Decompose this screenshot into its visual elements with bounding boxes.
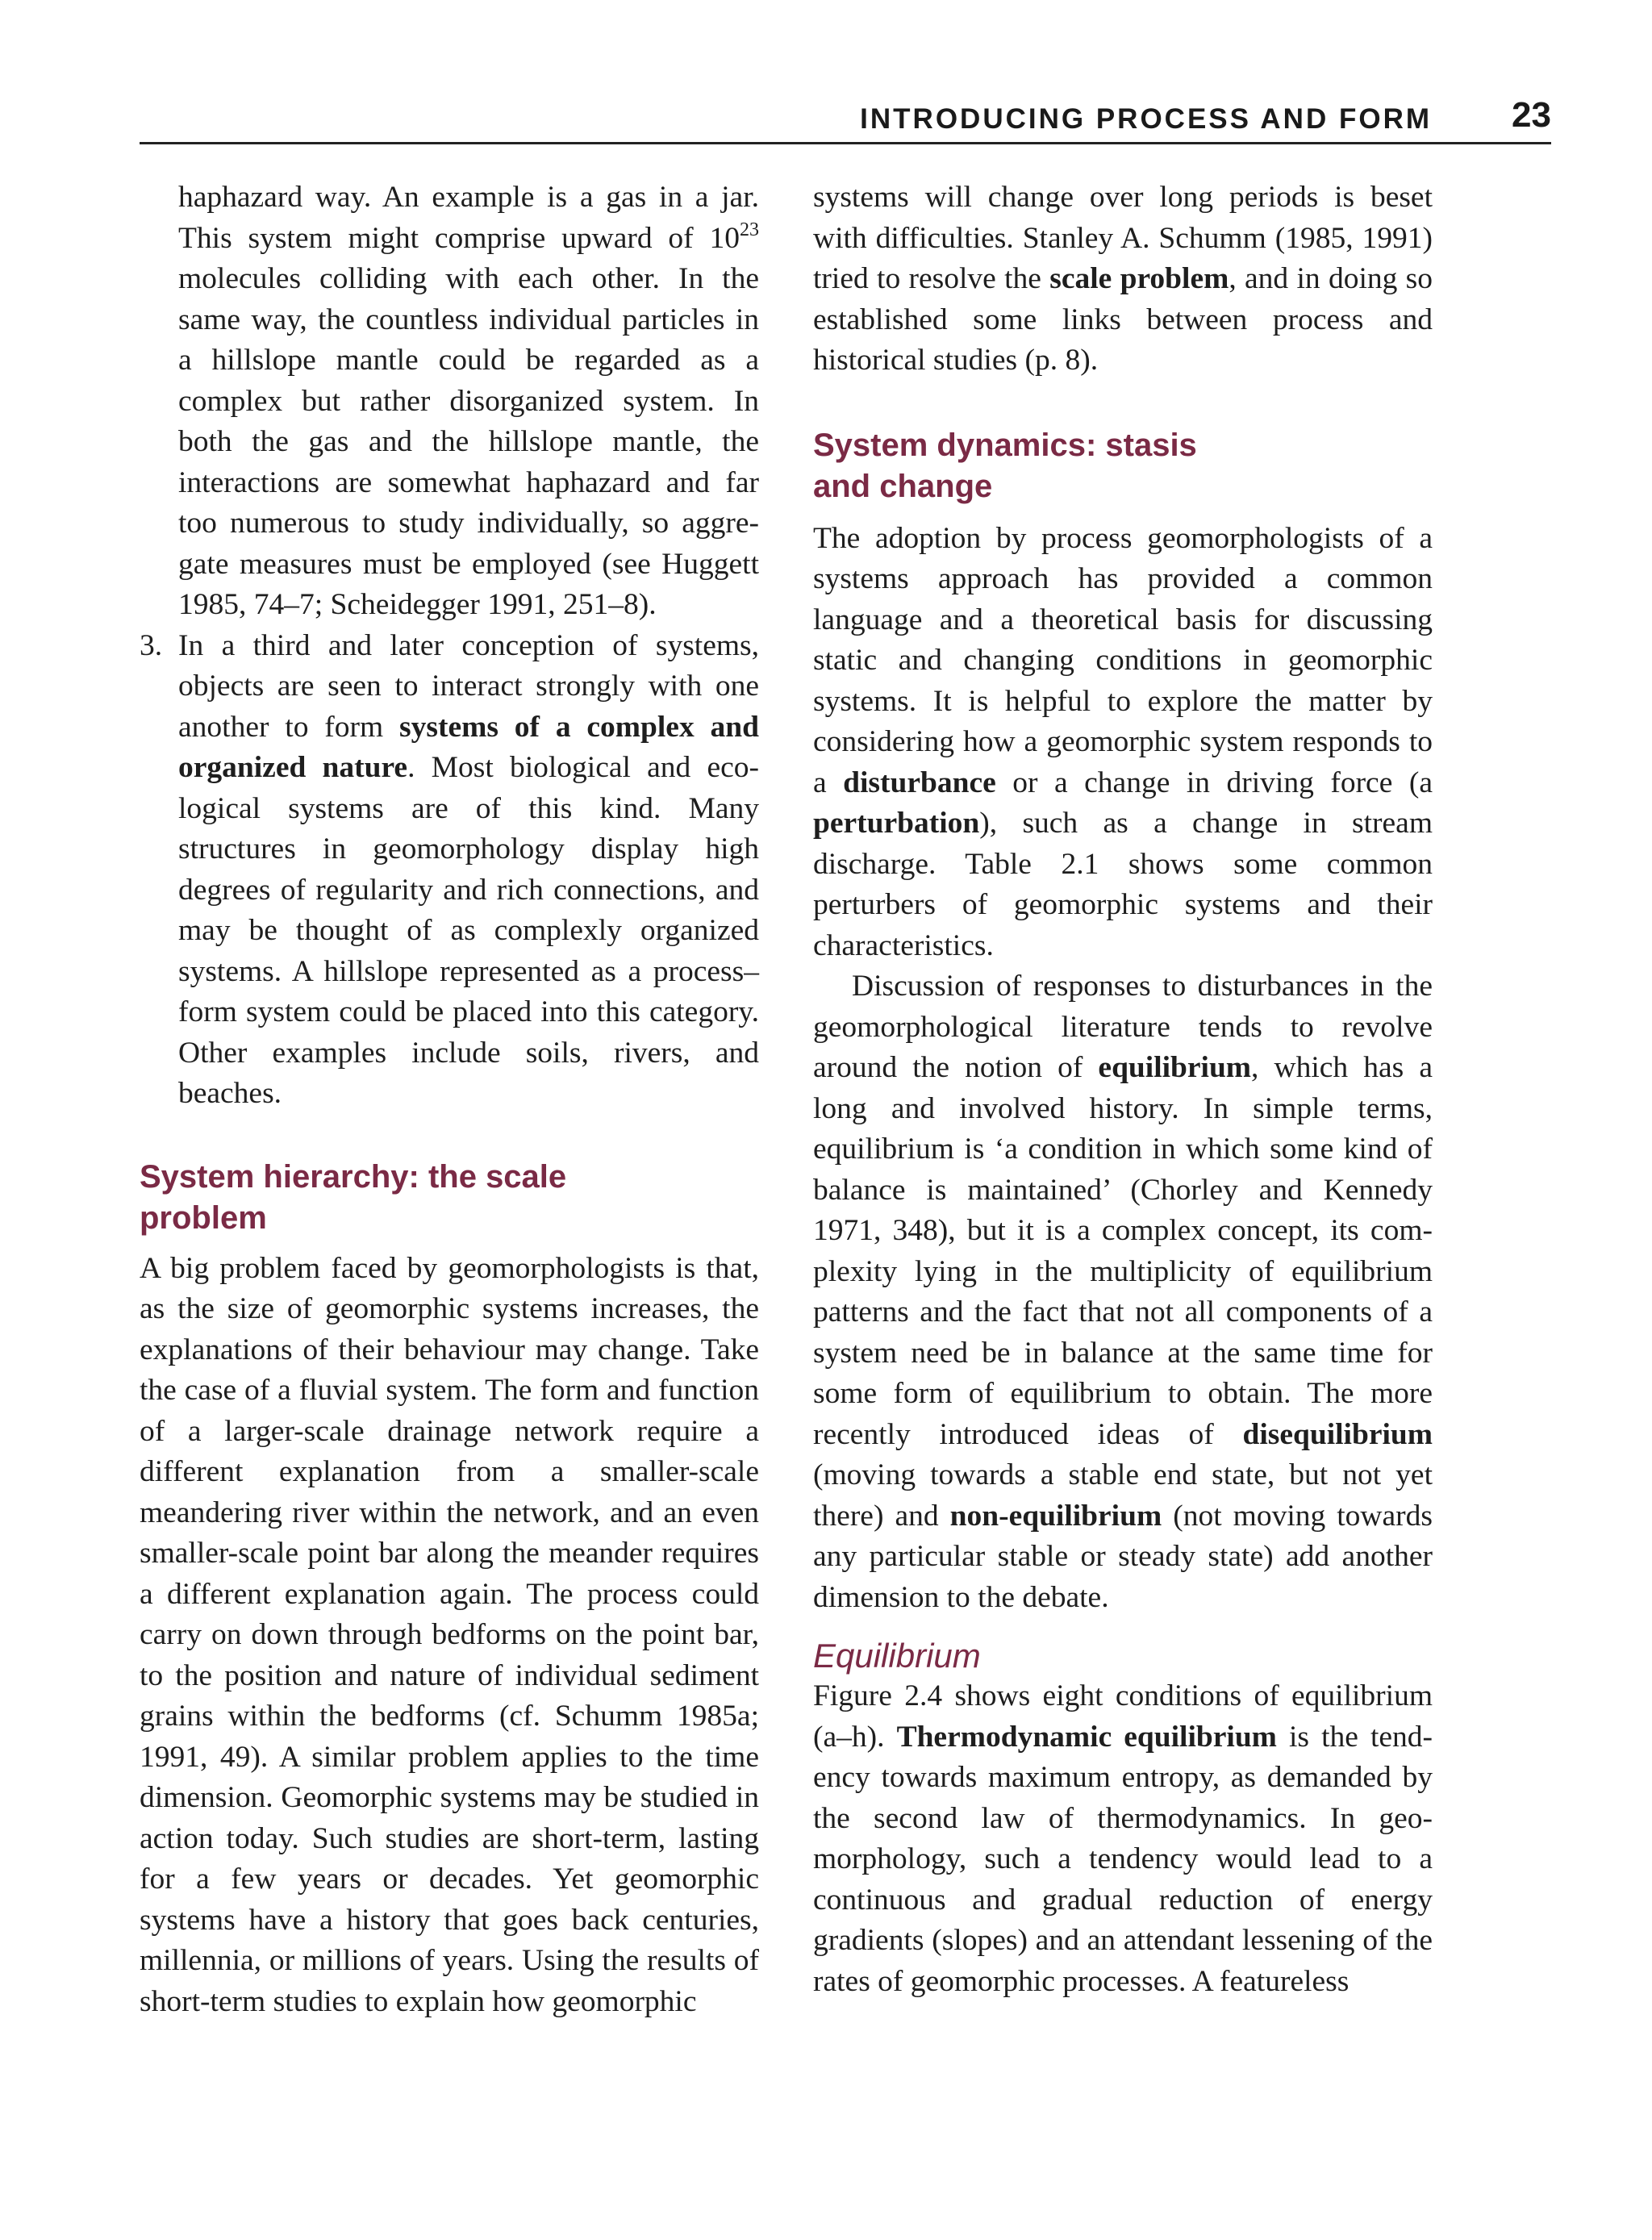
text-run: haphazard way. An example is a gas in a jar. This system might comprise upward of 10 (178, 181, 759, 255)
paragraph (813, 177, 1433, 382)
text-run: , which has a long and involved history. In simple terms, equilibrium is ‘a condition in which some kind of balance is maintained’ (Chorley and Kennedy 1971, 348), but it is a complex concept, its complexity lying in the multiplicity of equilibrium patterns and the fact that not all components of a system need be in balance at the same time for some form of equilibrium to obtain. The more recently introduced ideas of (813, 1051, 1433, 1451)
key-term: Thermodynamic equilibrium (896, 1720, 1277, 1754)
paragraph: A big problem faced by geomorphologists is that, as the size of geomorphic systems increases, the explanations of their behaviour may change. Take the case of a fluvial system. The form and function of a larger-scale drainage network require a different explanation from a smaller-scale meandering river within the network, and an even smaller-scale point bar along the meander requires a different explanation again. The process could carry on down through bedforms on the point bar, to the position and nature of individual sediment grains within the bedforms (cf. Schumm 1985a; 1991, 49). A similar problem applies to the time dimension. Geomorphic systems may be studied in action today. Such studies are short-term, lasting for a few years or decades. Yet geomorphic systems have a history that goes back centuries, millennia, or millions of years. Using the results of short-term studies to explain how geomorphic (140, 1251, 759, 2018)
text-run: In a third and later conception of systems, objects are seen to interact strongly with one another to form (178, 628, 759, 744)
running-head (140, 95, 1551, 144)
key-term: equilibrium (1098, 1051, 1252, 1084)
text-run: . Most biological and ecological systems are of this kind. Many structures in geomorphology display high degrees of regularity and rich connections, and may be thought of as complexly organized systems. A hillslope represented as a process–form system could be placed into this category. Other examples include soils, rivers, and beaches. (178, 751, 759, 1110)
list-item-2-continuation (140, 177, 759, 626)
heading-line: System hierarchy: the scale (140, 1158, 567, 1195)
text-run: Discussion of responses to disturbances in the geomorphological literature tends to revolve around the notion of (813, 970, 1433, 1084)
key-term: systems of a complex and organized nature (178, 710, 759, 784)
key-term: disequilibrium (1242, 1417, 1433, 1451)
section-heading-system-dynamics (813, 425, 1433, 507)
paragraph (813, 519, 1433, 967)
key-term: scale problem (1049, 262, 1229, 295)
text-run: molecules colliding with each other. In the same way, the countless individual particles in a hillslope mantle could be regarded as a complex but rather disorganized system. In both the gas and the hillslope mantle, the interactions are somewhat haphazard and far too numerous to study individually, so aggregate measures must be employed (see Huggett 1985, 74–7; Scheidegger 1991, 251–8). (178, 262, 759, 621)
key-term: disturbance (843, 765, 996, 799)
section-heading-system-hierarchy (140, 1157, 759, 1239)
page-number: 23 (1512, 95, 1551, 135)
superscript: 23 (740, 219, 759, 240)
text-run: ), such as a change in stream discharge. Table 2.1 shows some common perturbers of geomorphic systems and their characteristics. (813, 807, 1433, 962)
list-number: 3. (140, 628, 163, 662)
text-run: , and in doing so established some links between process and historical studies (p. 8). (813, 262, 1433, 377)
text-run: systems will change over long periods is beset with difficulties. Stanley A. Schumm (1985, 1991) tried to resolve the (813, 181, 1433, 295)
text-run: (moving towards a stable end state, but not yet there) and (813, 1458, 1433, 1533)
text-run: or a change in driving force (a (995, 765, 1433, 799)
text-run: Figure 2.4 shows eight conditions of equilibrium (a–h). (813, 1679, 1433, 1754)
list-item-3 (140, 626, 759, 1115)
key-term: non-equilibrium (949, 1499, 1162, 1533)
heading-line: System dynamics: stasis (813, 427, 1197, 463)
text-run: (not moving towards any particular stable or steady state) add another dimension to the debate. (813, 1499, 1433, 1614)
text-run: The adoption by process geomorphologists of a systems approach has provided a common language and a theoretical basis for discussing static and changing conditions in geomorphic systems. It is helpful to explore the matter by considering how a geomorphic system responds to a (813, 521, 1433, 799)
running-title: INTRODUCING PROCESS AND FORM (860, 103, 1432, 135)
paragraph (813, 1676, 1433, 2002)
text-run: is the tendency towards maximum entropy, as demanded by the second law of thermodynamics. In geomorphology, such a tendency would lead to a continuous and gradual reduction of energy gradients (slopes) and an attendant lessening of the rates of geomorphic processes. A featureless (813, 1720, 1433, 1998)
right-column (813, 177, 1433, 2002)
key-term: perturbation (813, 807, 980, 840)
left-column (140, 177, 759, 2022)
paragraph (813, 966, 1433, 1618)
subsection-heading-equilibrium: Equilibrium (813, 1637, 981, 1675)
heading-line: and change (813, 468, 993, 504)
heading-line: problem (140, 1199, 267, 1236)
